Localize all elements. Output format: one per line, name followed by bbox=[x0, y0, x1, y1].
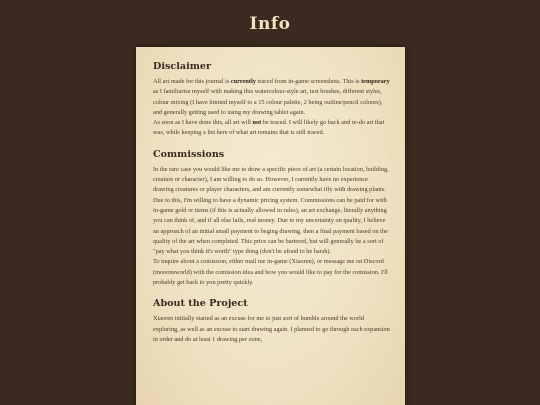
disclaimer-paragraph-1: All art made for this journal is currently traced from in-game screenshots. This is temporary as I familiarise myself with making this watercolour-style art, test brushes, different styles, colour mixing (I have limited myself to a 15 colour palette, 2 being outline/pencil colours), and generally getting used to using my drawing tablet again. bbox=[153, 78, 390, 116]
page-title: Info bbox=[249, 14, 291, 34]
about-paragraph-1: Xiaoren initially started as an excuse for me to just sort of bumble around the world exploring, as well as an excuse to start drawing again. I planned to go through each expansion in order and do at least 1 drawing per zone, bbox=[153, 315, 390, 343]
commissions-heading: Commissions bbox=[153, 148, 225, 160]
commissions-section bbox=[153, 149, 390, 289]
about-heading: About the Project bbox=[153, 298, 248, 310]
about-section bbox=[153, 298, 390, 345]
info-paper[interactable] bbox=[136, 47, 405, 405]
commissions-paragraph-2: To inquire about a comission, either mail me in-game (Xiaoren), or message me on Discord (mooonsworld) with the comission idea and how you would like to pay for the comission. I'll probably get back to you pretty quickly. bbox=[153, 258, 388, 287]
disclaimer-heading: Disclaimer bbox=[153, 61, 212, 72]
disclaimer-paragraph-2: As soon as I have done this, all art will not be traced. I will likely go back and re-do art that was, while keeping a list here of what art remains that is still traced. bbox=[153, 119, 385, 137]
commissions-paragraph-1: In the rare case you would like me to draw a specific piece of art (a certain location, building, creature or character), I am willing to do so. However, I currently have no experience drawing creatures or player characters, and am currently somewhat iffy with drawing plants. Due to this, I'm willing to have a dynamic pricing system. Commissions can be paid for with in-game gold or items (if this is actually allowed in rules), an art exchange, literally anything you can think of, and if all else fails, real money. Due to my uncertainty on quality, I believe an approach of an initial small payment to beging drawing, then a final payment based on the quality of the art when completed. This price can be bartered, but will generally be a sort of "pay what you think it's worth" type thing (don't be afraid to be harsh). bbox=[153, 165, 389, 256]
disclaimer-section bbox=[153, 61, 390, 139]
